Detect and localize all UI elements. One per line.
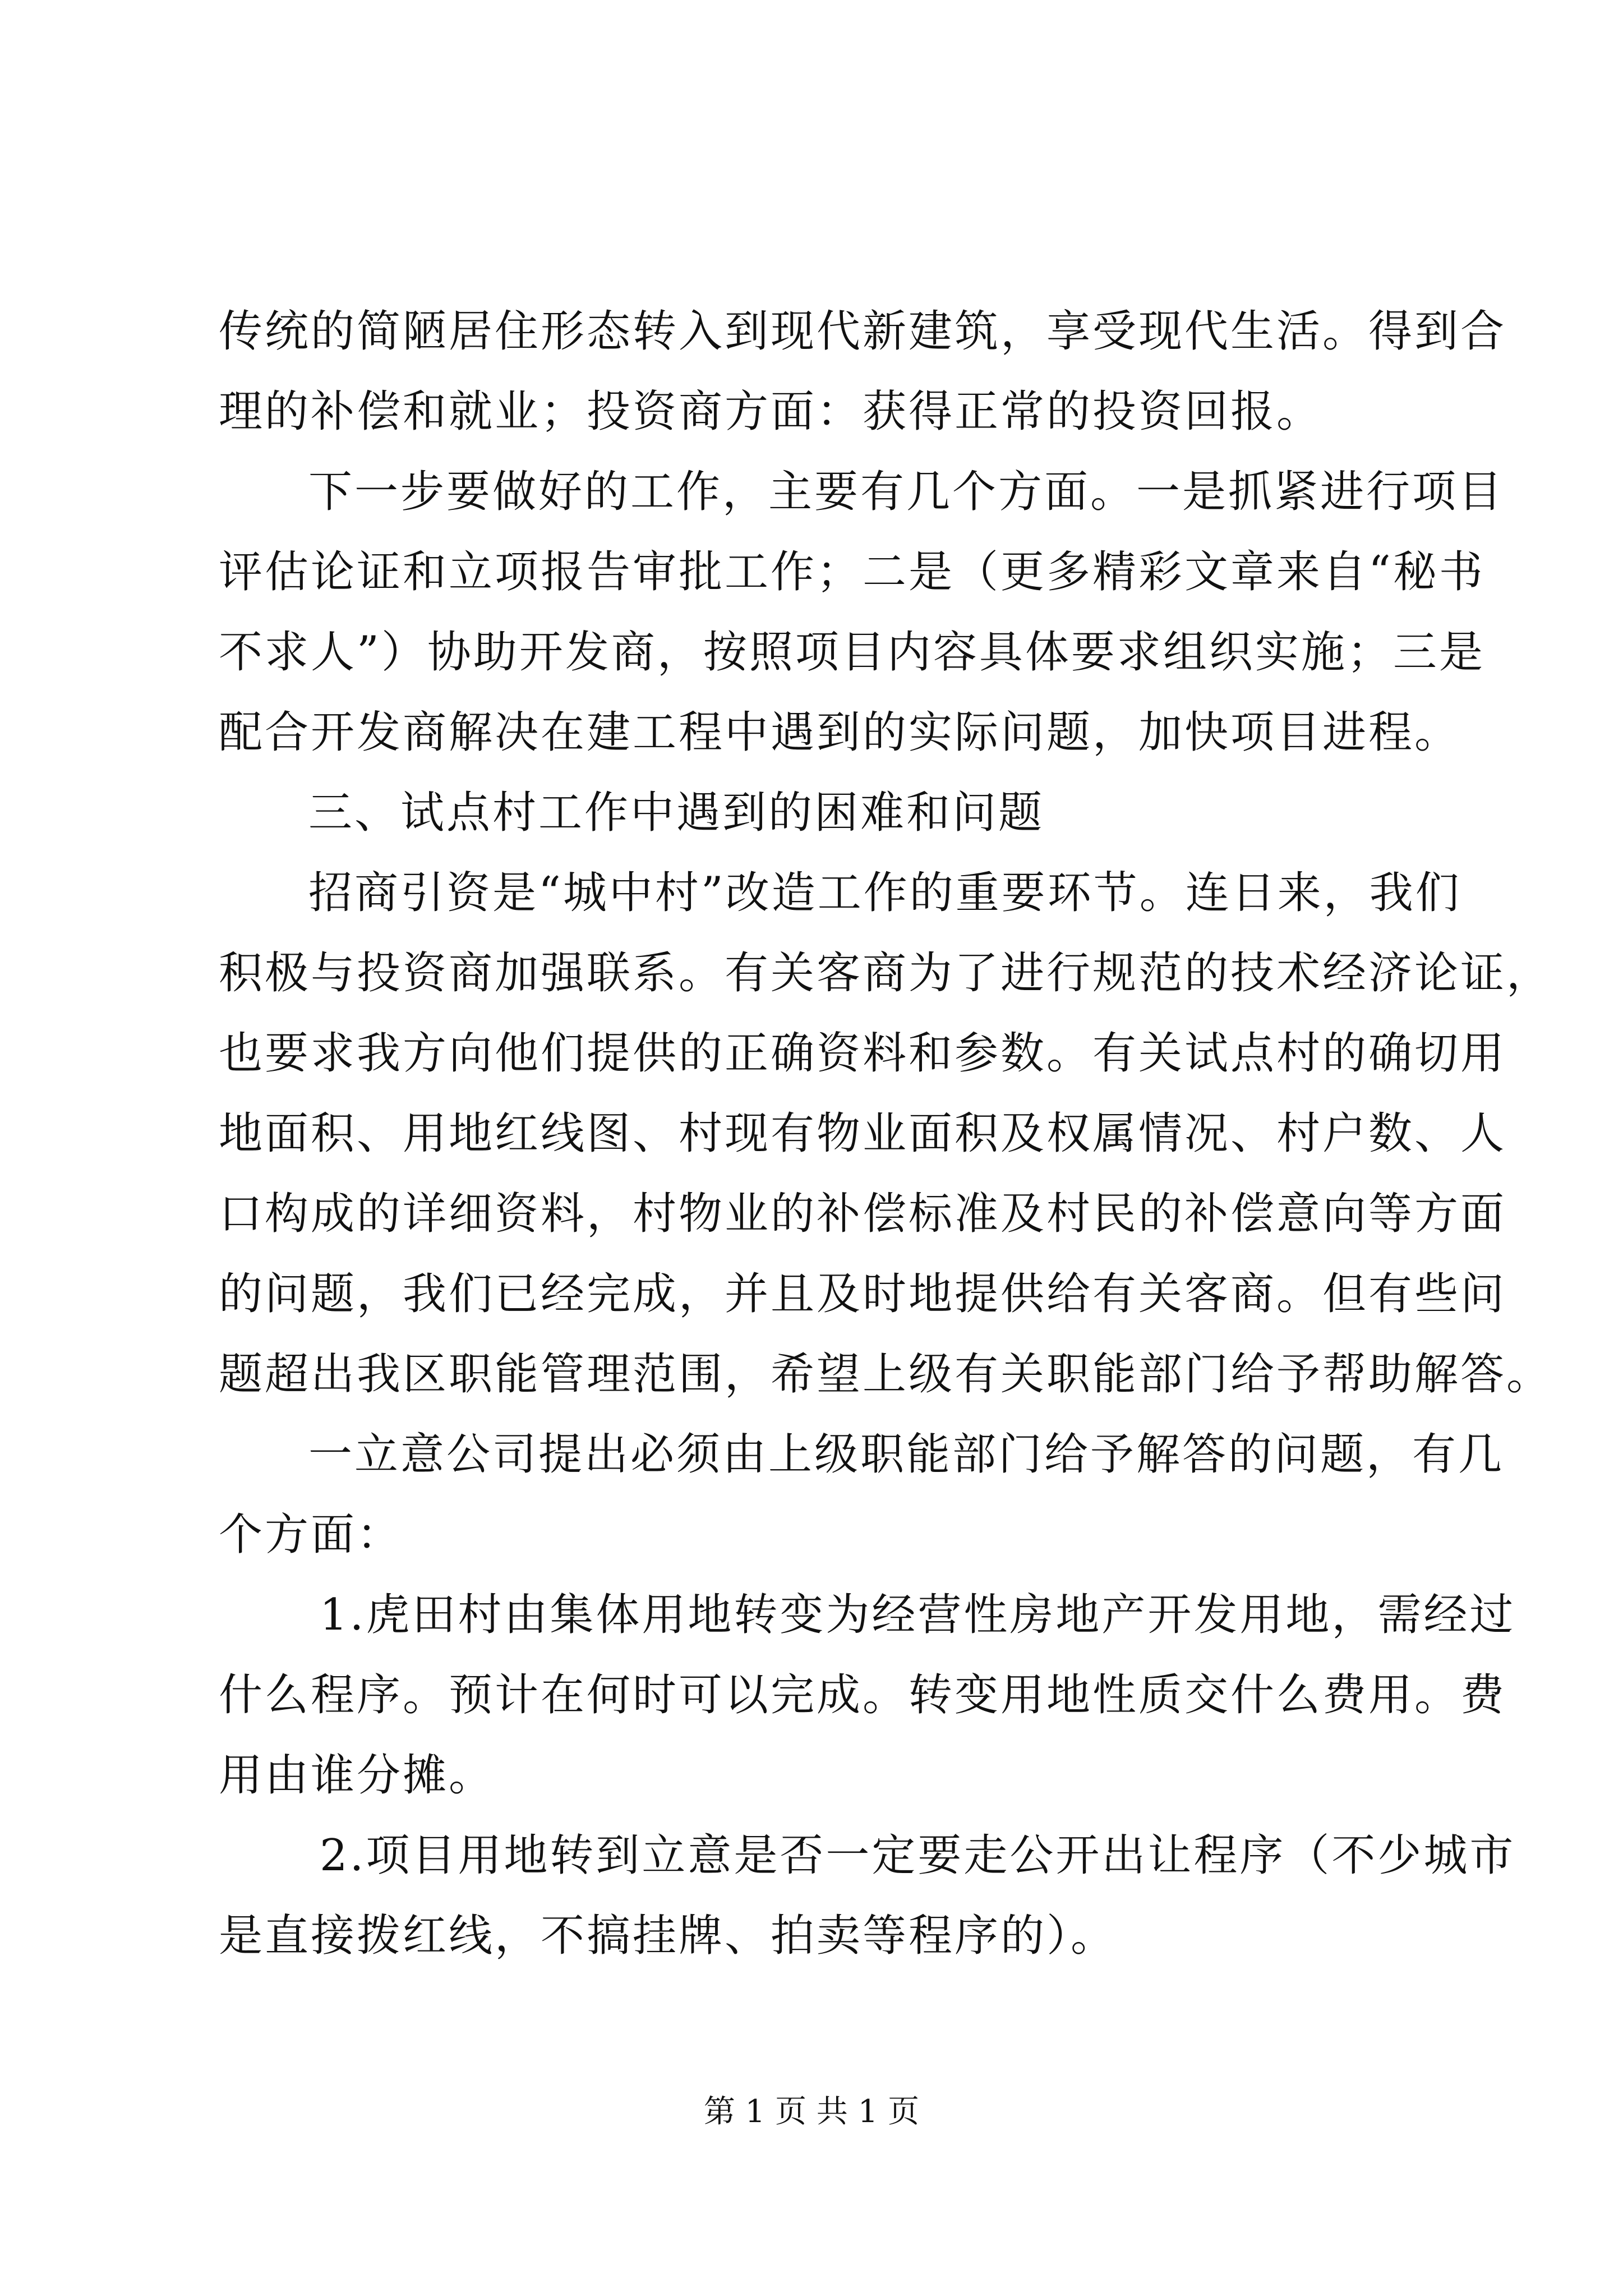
page-number-footer: 第 1 页 共 1 页	[703, 2093, 920, 2130]
body-line: 也要求我方向他们提供的正确资料和参数。有关试点村的确切用	[219, 1028, 1507, 1079]
body-line: 不求人”）协助开发商，按照项目内容具体要求组织实施；三是	[219, 627, 1485, 678]
body-line: 口构成的详细资料，村物业的补偿标准及村民的补偿意向等方面	[219, 1189, 1507, 1239]
body-line: 评估论证和立项报告审批工作；二是（更多精彩文章来自“秘书	[219, 547, 1485, 597]
body-line: 理的补偿和就业；投资商方面：获得正常的投资回报。	[219, 386, 1323, 437]
body-line: 招商引资是“城中村”改造工作的重要环节。连日来，我们	[308, 868, 1461, 918]
body-line: 地面积、用地红线图、村现有物业面积及权属情况、村户数、人	[219, 1108, 1507, 1159]
body-line: 积极与投资商加强联系。有关客商为了进行规范的技术经济论证，	[219, 948, 1553, 999]
list-item-line: 是直接拨红线，不搞挂牌、拍卖等程序的）。	[219, 1911, 1117, 1961]
list-item-line: 1.虎田村由集体用地转变为经营性房地产开发用地，需经过	[320, 1590, 1516, 1640]
section-heading: 三、试点村工作中遇到的困难和问题	[308, 788, 1045, 838]
list-item-line: 用由谁分摊。	[219, 1750, 495, 1801]
body-line: 传统的简陋居住形态转入到现代新建筑，享受现代生活。得到合	[219, 306, 1507, 357]
body-line: 一立意公司提出必须由上级职能部门给予解答的问题，有几	[308, 1429, 1505, 1480]
body-line: 的问题，我们已经完成，并且及时地提供给有关客商。但有些问	[219, 1269, 1507, 1319]
body-line: 个方面：	[219, 1510, 403, 1560]
list-item-line: 2.项目用地转到立意是否一定要走公开出让程序（不少城市	[320, 1830, 1516, 1881]
body-line: 下一步要做好的工作，主要有几个方面。一是抓紧进行项目	[308, 467, 1505, 517]
body-line: 配合开发商解决在建工程中遇到的实际问题，加快项目进程。	[219, 707, 1461, 758]
body-line: 题超出我区职能管理范围，希望上级有关职能部门给予帮助解答。	[219, 1349, 1553, 1400]
document-body	[219, 292, 1553, 1976]
list-item-line: 什么程序。预计在何时可以完成。转变用地性质交什么费用。费	[219, 1670, 1507, 1720]
